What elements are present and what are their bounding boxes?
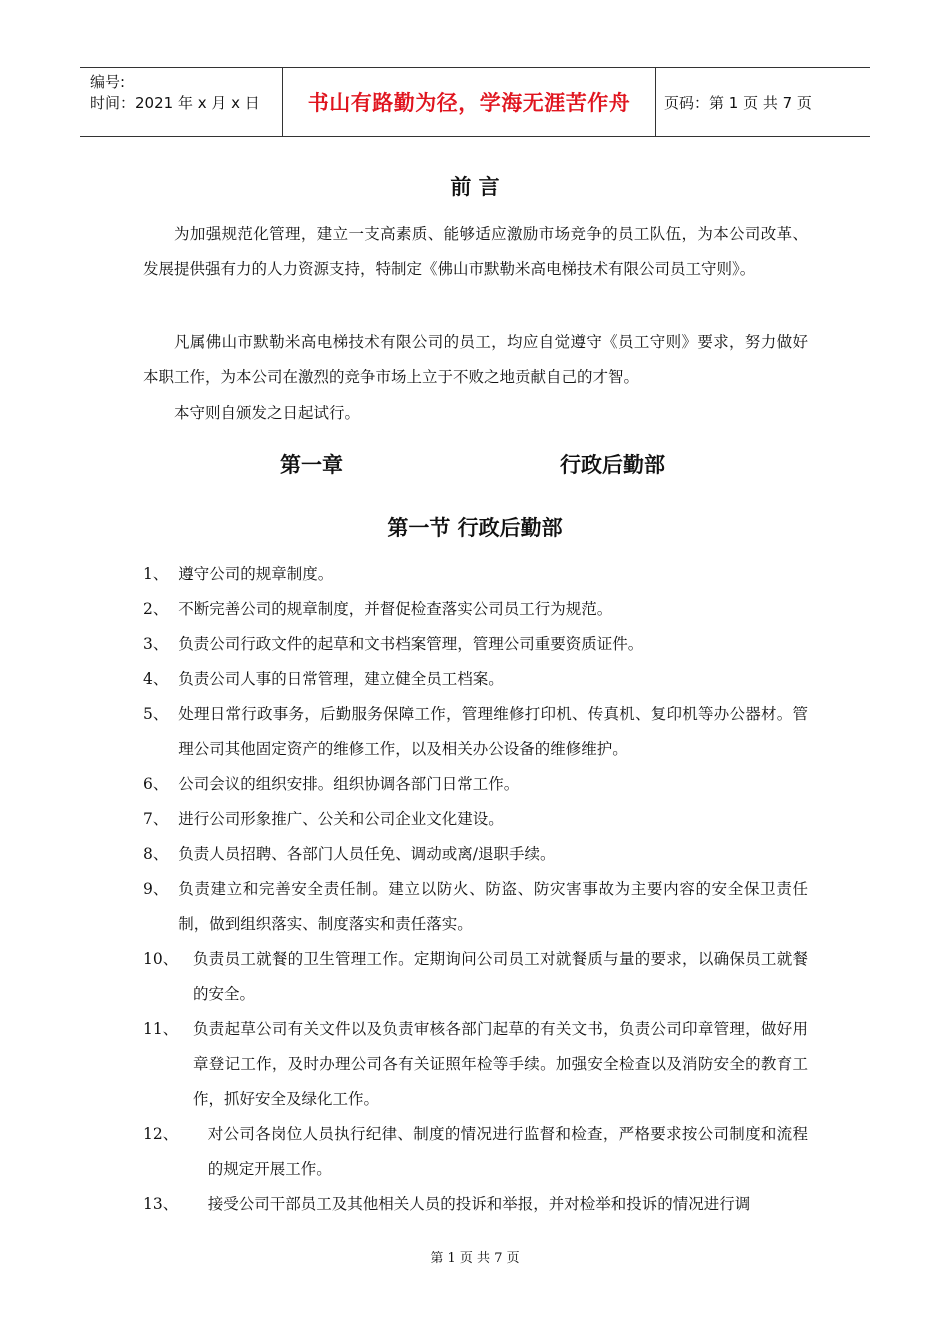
list-item	[143, 1187, 808, 1222]
preface-paragraph-3: 本守则自颁发之日起试行。	[174, 404, 361, 422]
preface-paragraph-2: 凡属佛山市默勒米高电梯技术有限公司的员工，均应自觉遵守《员工守则》要求，努力做好本职工作，为本公司在激烈的竞争市场上立于不败之地贡献自己的才智。	[143, 333, 808, 386]
document-date-label: 时间：2021 年 x 月 x 日	[90, 94, 260, 112]
list-item	[143, 942, 808, 1012]
list-item-text: 不断完善公司的规章制度，并督促检查落实公司员工行为规范。	[178, 600, 613, 618]
chapter-number: 第一章	[280, 453, 343, 477]
list-item-number: 10、	[143, 950, 194, 968]
header-motto-cell	[283, 68, 656, 136]
list-item	[143, 592, 808, 627]
list-item-number: 4、	[143, 670, 179, 688]
list-item-text: 负责公司人事的日常管理，建立健全员工档案。	[178, 670, 504, 688]
list-item	[143, 557, 808, 592]
list-item-text: 负责建立和完善安全责任制。建立以防火、防盗、防灾害事故为主要内容的安全保卫责任制，做到组织落实、制度落实和责任落实。	[178, 880, 808, 933]
list-item-text: 负责员工就餐的卫生管理工作。定期询问公司员工对就餐质与量的要求，以确保员工就餐的安全。	[193, 950, 808, 1003]
preface-title: 前 言	[450, 175, 500, 199]
list-item	[143, 1117, 808, 1187]
chapter-name: 行政后勤部	[560, 453, 665, 477]
header-page-info: 页码：第 1 页 共 7 页	[664, 93, 812, 112]
list-item-text: 负责起草公司有关文件以及负责审核各部门起草的有关文书，负责公司印章管理，做好用章登记工作，及时办理公司各有关证照年检等手续。加强安全检查以及消防安全的教育工作，抓好安全及绿化工作。	[193, 1020, 808, 1108]
list-item	[143, 697, 808, 767]
list-item-number: 3、	[143, 635, 179, 653]
list-item-number: 6、	[143, 775, 179, 793]
list-item-number: 8、	[143, 845, 179, 863]
list-item-number: 13、	[143, 1195, 208, 1213]
list-item-text: 处理日常行政事务，后勤服务保障工作，管理维修打印机、传真机、复印机等办公器材。管理公司其他固定资产的维修工作，以及相关办公设备的维修维护。	[178, 705, 808, 758]
list-item-text: 进行公司形象推广、公关和公司企业文化建设。	[178, 810, 504, 828]
page-header	[80, 67, 870, 137]
list-item-number: 7、	[143, 810, 179, 828]
list-item-text: 遵守公司的规章制度。	[178, 565, 334, 583]
list-item	[143, 627, 808, 662]
list-item-number: 2、	[143, 600, 179, 618]
list-item-number: 12、	[143, 1125, 208, 1143]
list-item	[143, 802, 808, 837]
list-item-text: 负责人员招聘、各部门人员任免、调动或离/退职手续。	[178, 845, 556, 863]
list-item-number: 5、	[143, 705, 179, 723]
list-item-text: 公司会议的组织安排。组织协调各部门日常工作。	[178, 775, 520, 793]
list-item-number: 9、	[143, 880, 179, 898]
duty-list	[143, 557, 808, 1222]
list-item-text: 负责公司行政文件的起草和文书档案管理，管理公司重要资质证件。	[178, 635, 644, 653]
list-item	[143, 837, 808, 872]
list-item-number: 11、	[143, 1020, 194, 1038]
page-footer: 第 1 页 共 7 页	[430, 1251, 520, 1266]
header-motto: 书山有路勤为径，学海无涯苦作舟	[307, 91, 631, 115]
list-item	[143, 767, 808, 802]
list-item	[143, 872, 808, 942]
list-item	[143, 1012, 808, 1117]
list-item-text: 对公司各岗位人员执行纪律、制度的情况进行监督和检查，严格要求按公司制度和流程的规定开展工作。	[207, 1125, 808, 1178]
list-item	[143, 662, 808, 697]
list-item-text: 接受公司干部员工及其他相关人员的投诉和举报，并对检举和投诉的情况进行调	[207, 1195, 751, 1213]
preface-paragraph-1: 为加强规范化管理，建立一支高素质、能够适应激励市场竞争的员工队伍，为本公司改革、发展提供强有力的人力资源支持，特制定《佛山市默勒米高电梯技术有限公司员工守则》。	[143, 225, 808, 278]
list-item-number: 1、	[143, 565, 179, 583]
section-title: 第一节 行政后勤部	[387, 516, 563, 540]
document-number-label: 编号:	[90, 73, 126, 91]
header-meta	[80, 68, 283, 136]
